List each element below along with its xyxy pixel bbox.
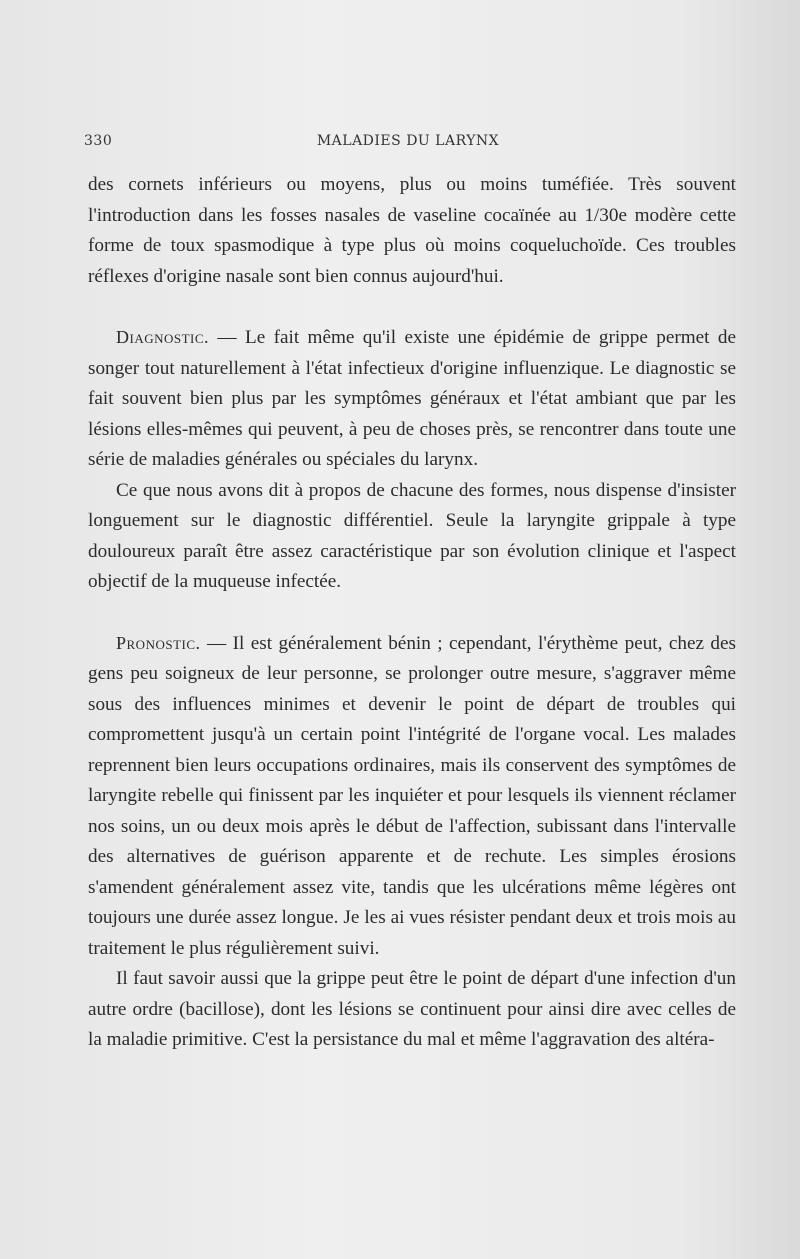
section-heading-diagnostic: Diagnostic.: [116, 327, 210, 347]
paragraph-1: des cornets inférieurs ou moyens, plus ou moins tuméfiée. Très souvent l'introduction dans les fosses nasales de vaseline cocaïnée au 1/30e modère cette forme de toux spasmodique à type plus où moins coqueluchoïde. Ces troubles réflexes d'origine nasale sont bien connus aujourd'hui.: [88, 174, 736, 287]
page-header: [84, 133, 732, 153]
paragraph-pronostic: [88, 628, 736, 965]
paragraph-diagnostic-text: — Le fait même qu'il existe une épidémie de grippe permet de songer tout naturellement à l'état infectieux d'origine influenzique. Le diagnostic se fait souvent bien plus par les symptômes généraux et l'état ambiant que par les lésions elles-mêmes qui peuvent, à peu de choses près, se rencontrer dans toute une série de maladies générales ou spéciales du larynx.: [88, 327, 736, 470]
paragraph-pronostic-text: — Il est généralement bénin ; cependant, l'érythème peut, chez des gens peu soigneux de leur personne, se prolonger outre mesure, s'aggraver même sous des influences minimes et devenir le point de départ de troubles qui compromettent jusqu'à un certain point l'intégrité de l'organe vocal. Les malades reprennent bien leurs occupations ordinaires, mais ils conservent des symptômes de laryngite rebelle qui finissent par les inquiéter et pour lesquels ils viennent réclamer nos soins, un ou deux mois après le début de l'affection, subissant dans l'intervalle des alternatives de guérison apparente et de rechute. Les simples érosions s'amendent généralement assez vite, tandis que les ulcérations même légères ont toujours une durée assez longue. Je les ai vues résister pendant deux et trois mois au traitement le plus régulièrement suivi.: [88, 632, 736, 959]
paragraph-3: Ce que nous avons dit à propos de chacune des formes, nous dispense d'insister longuement sur le diagnostic différentiel. Seule la laryngite grippale à type douloureux paraît être assez caractéristique par son évolution clinique et l'aspect objectif de la muqueuse infectée.: [88, 479, 736, 592]
running-title: MALADIES DU LARYNX: [316, 133, 500, 149]
page-number: 330: [84, 133, 113, 149]
body-text: [88, 170, 736, 1056]
paragraph-5: Il faut savoir aussi que la grippe peut être le point de départ d'une infection d'un autre ordre (bacillose), dont les lésions se continuent pour ainsi dire avec celles de la maladie primitive. C'est la persistance du mal et même l'aggravation des altéra-: [88, 968, 736, 1050]
paragraph-diagnostic: [88, 322, 736, 476]
section-heading-pronostic: Pronostic.: [116, 632, 201, 653]
